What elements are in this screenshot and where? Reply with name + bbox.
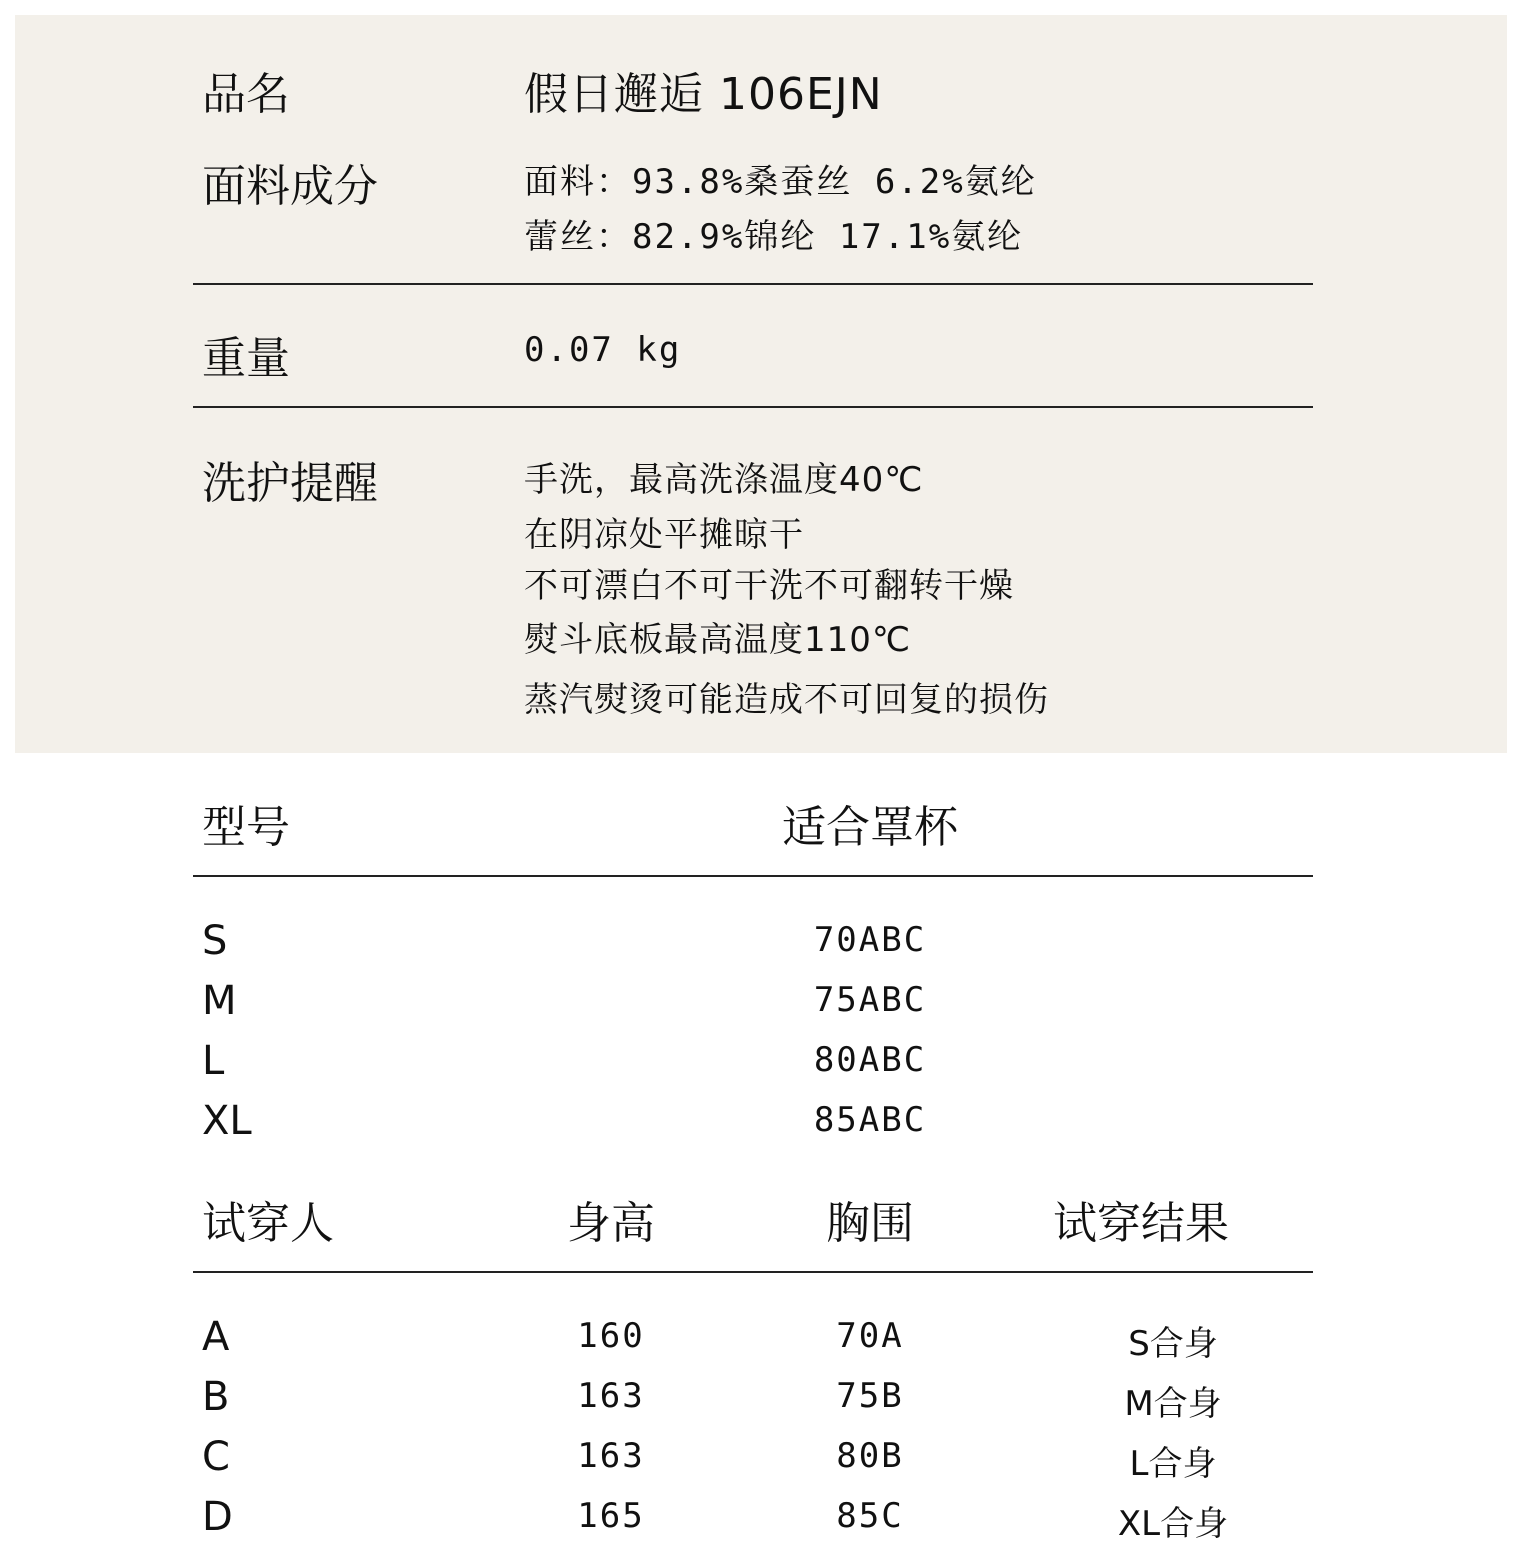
weight-value: 0.07 kg	[524, 330, 682, 370]
size-row-l-model: L	[202, 1038, 225, 1084]
care-label: 洗护提醒	[202, 458, 378, 509]
size-header-model: 型号	[202, 802, 290, 853]
fit-row-c-height: 163	[577, 1436, 645, 1476]
size-header-cup: 适合罩杯	[782, 802, 958, 853]
care-line-1: 手洗，最高洗涤温度40℃	[524, 460, 924, 500]
care-line-3: 不可漂白不可干洗不可翻转干燥	[524, 566, 1014, 606]
care-line-2: 在阴凉处平摊晾干	[524, 515, 804, 555]
care-line-4: 熨斗底板最高温度110℃	[524, 620, 912, 660]
size-row-xl-cup: 85ABC	[813, 1100, 927, 1140]
size-row-s-model: S	[202, 918, 228, 964]
fit-row-a-result: S合身	[1128, 1324, 1218, 1364]
fit-table-divider	[193, 1271, 1313, 1273]
composition-line-1: 面料：93.8%桑蚕丝 6.2%氨纶	[524, 162, 1037, 202]
size-row-l-cup: 80ABC	[813, 1040, 927, 1080]
fit-header-bust: 胸围	[826, 1198, 914, 1249]
fit-row-a-bust: 70A	[836, 1316, 904, 1356]
fit-header-height: 身高	[567, 1198, 655, 1249]
size-row-xl-model: XL	[202, 1098, 252, 1144]
fit-row-c-bust: 80B	[836, 1436, 904, 1476]
size-row-m-model: M	[202, 978, 237, 1024]
name-value: 假日邂逅 106EJN	[524, 69, 883, 120]
care-line-5: 蒸汽熨烫可能造成不可回复的损伤	[524, 680, 1049, 720]
fit-row-b-height: 163	[577, 1376, 645, 1416]
fit-row-d-result: XL合身	[1117, 1504, 1229, 1544]
composition-line-2: 蕾丝：82.9%锦纶 17.1%氨纶	[524, 217, 1024, 257]
fit-row-b-result: M合身	[1124, 1384, 1222, 1424]
divider-1	[193, 283, 1313, 285]
fit-row-c-tester: C	[202, 1434, 230, 1480]
fit-row-b-tester: B	[202, 1374, 230, 1420]
fit-row-d-bust: 85C	[836, 1496, 904, 1536]
fit-row-b-bust: 75B	[836, 1376, 904, 1416]
fit-row-d-tester: D	[202, 1494, 233, 1540]
size-table-divider	[193, 875, 1313, 877]
size-row-m-cup: 75ABC	[813, 980, 927, 1020]
divider-2	[193, 406, 1313, 408]
composition-label: 面料成分	[202, 161, 378, 212]
fit-row-d-height: 165	[577, 1496, 645, 1536]
fit-header-tester: 试穿人	[202, 1198, 334, 1249]
fit-row-a-height: 160	[577, 1316, 645, 1356]
size-row-s-cup: 70ABC	[813, 920, 927, 960]
fit-row-c-result: L合身	[1129, 1444, 1217, 1484]
weight-label: 重量	[202, 333, 290, 384]
name-label: 品名	[202, 69, 290, 120]
fit-row-a-tester: A	[202, 1314, 230, 1360]
fit-header-result: 试穿结果	[1053, 1198, 1229, 1249]
